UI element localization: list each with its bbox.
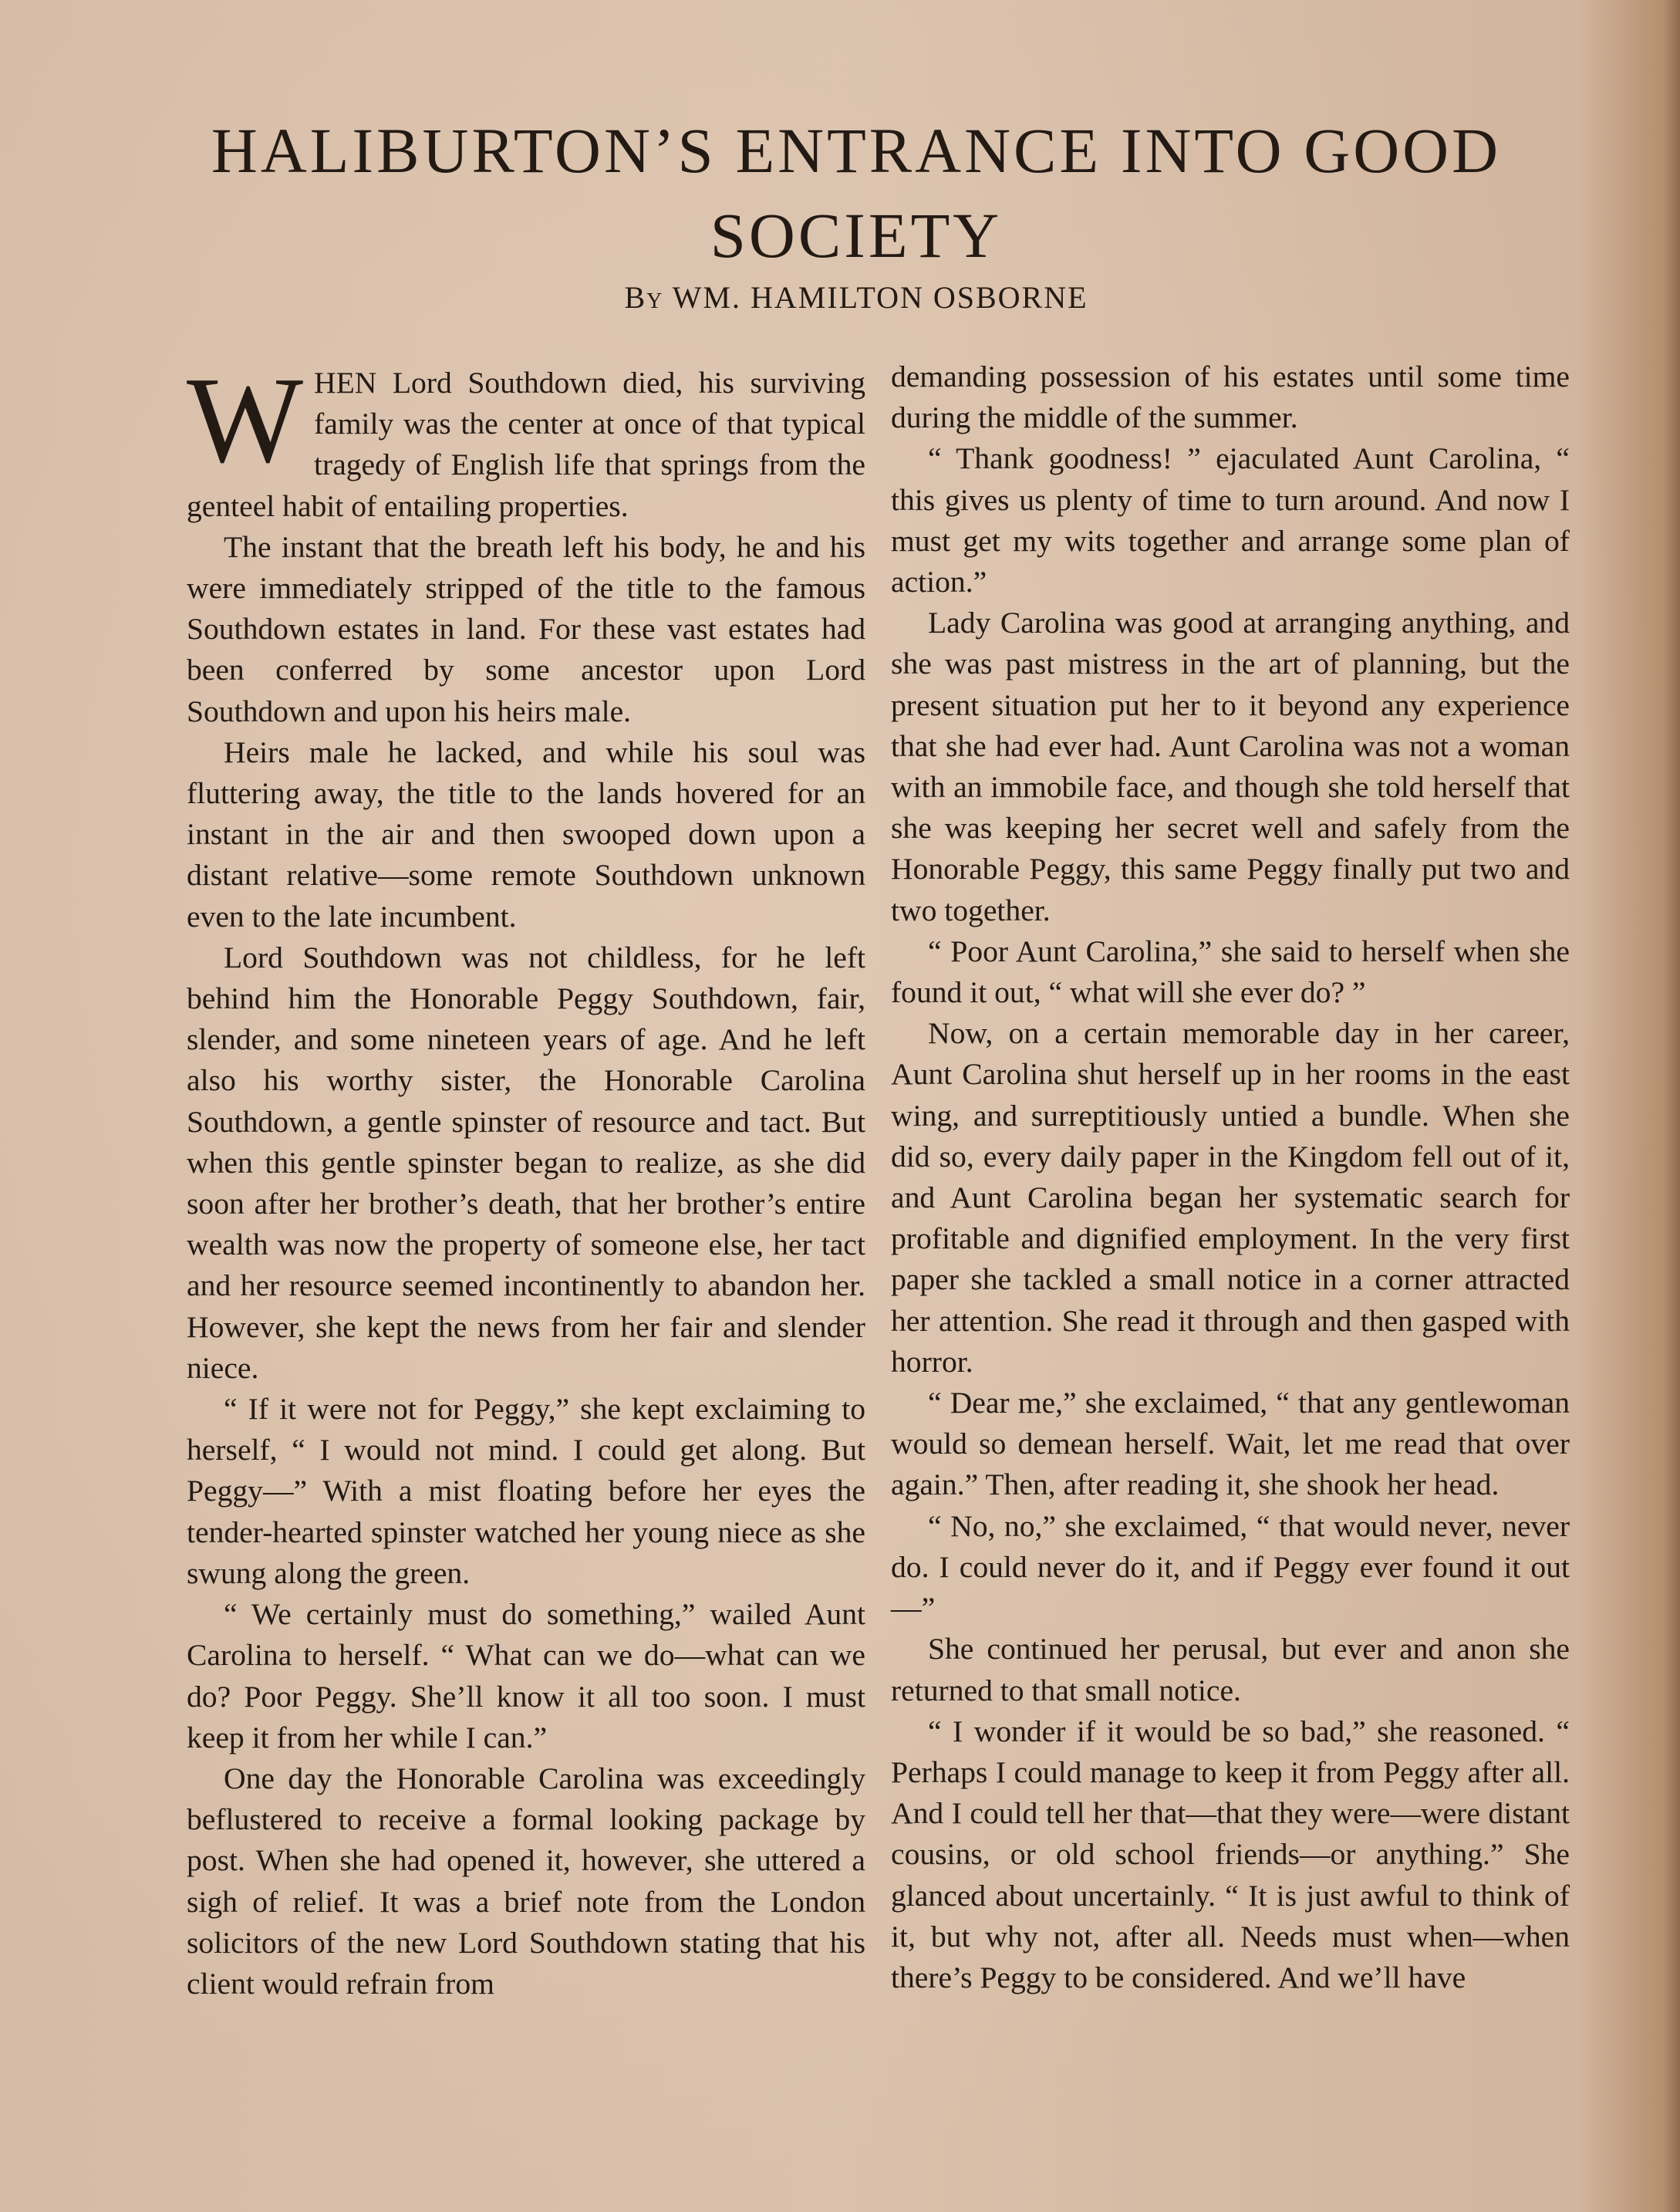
author-name: WM. HAMILTON OSBORNE bbox=[672, 280, 1088, 315]
paragraph: “ Dear me,” she exclaimed, “ that any gentlewoman would so demean herself. Wait, let me read that over again.” Then, after reading it, she shook her head. bbox=[891, 1386, 1570, 1502]
paragraph: “ No, no,” she exclaimed, “ that would never, never do. I could never do it, and if Peggy ever found it out—” bbox=[891, 1508, 1570, 1626]
drop-cap: W bbox=[187, 351, 304, 488]
byline-prefix: By bbox=[624, 280, 664, 315]
right-column bbox=[891, 356, 1570, 2162]
paragraph: The instant that the breath left his body, he and his were immediately stripped of the title to the famous Southdown estates in land. For these vast estates had been conferred by some ancestor upon Lord Southdown and upon his heirs male. bbox=[187, 529, 865, 728]
paragraph: “ I wonder if it would be so bad,” she reasoned. “ Perhaps I could manage to keep it from Peggy after all. And I could tell her that—that they were—were distant cousins, or old school friends—or anything.” She glanced about uncertainly. “ It is just awful to think of it, but why not, after all. Needs must when—when there’s Peggy to be considered. And we’ll have bbox=[891, 1714, 1570, 1994]
paragraph: “ We certainly must do something,” wailed Aunt Carolina to herself. “ What can we do—what can we do? Poor Peggy. She’ll know it all too soon. I must keep it from her while I can.” bbox=[187, 1597, 865, 1754]
paragraph: Now, on a certain memorable day in her career, Aunt Carolina shut herself up in her rooms in the east wing, and surreptitiously untied a bundle. When she did so, every daily paper in the Kingdom fell out of it, and Aunt Carolina began her systematic search for profitable and dignified employment. In the very first paper she tackled a small notice in a corner attracted her attention. She read it through and then gasped with horror. bbox=[891, 1016, 1570, 1379]
paragraph: One day the Honorable Carolina was exceedingly beflustered to receive a formal looking package by post. When she had opened it, however, she uttered a sigh of relief. It was a brief note from the London solicitors of the new Lord Southdown stating that his client would refrain from bbox=[187, 1761, 865, 2001]
article-title: HALIBURTON’S ENTRANCE INTO GOOD SOCIETY bbox=[211, 115, 1502, 271]
paragraph: Heirs male he lacked, and while his soul was fluttering away, the title to the lands hovered for an instant in the air and then swooped down upon a distant relative—some remote Southdown unknown even to the late incumbent. bbox=[187, 735, 865, 934]
left-column bbox=[187, 351, 865, 2168]
paragraph: She continued her perusal, but ever and anon she returned to that small notice. bbox=[891, 1632, 1570, 1707]
paragraph: Lady Carolina was good at arranging anything, and she was past mistress in the art of planning, but the present situation put her to it beyond any experience that she had ever had. Aunt Carolina was not a woman with an immobile face, and though she told herself that she was keeping her secret well and safely from the Honorable Peggy, this same Peggy finally put two and two together. bbox=[891, 606, 1570, 927]
paragraph: Lord Southdown was not childless, for he left behind him the Honorable Peggy Southdown, fair, slender, and some nineteen years of age. And he left also his worthy sister, the Honorable Carolina Southdown, a gentle spinster of resource and tact. But when this gentle spinster began to realize, as she did soon after her brother’s death, that her brother’s entire wealth was now the property of someone else, her tact and her resource seemed incontinently to abandon her. However, she kept the news from her fair and slender niece. bbox=[187, 940, 865, 1385]
paragraph: “ Thank goodness! ” ejaculated Aunt Carolina, “ this gives us plenty of time to turn around. And now I must get my wits together and arrange some plan of action.” bbox=[891, 441, 1570, 599]
paragraph: “ If it were not for Peggy,” she kept exclaiming to herself, “ I would not mind. I could get along. But Peggy—” With a mist floating before her eyes the tender-hearted spinster watched her young niece as she swung along the green. bbox=[187, 1392, 865, 1590]
paragraph-text: HEN Lord Southdown died, his surviving family was the center at once of that typical tragedy of English life that springs from the genteel habit of entailing properties. bbox=[187, 366, 865, 523]
paragraph-continuation: demanding possession of his estates until some time during the middle of the summer. bbox=[891, 360, 1570, 435]
paragraph bbox=[187, 351, 865, 527]
paragraph: “ Poor Aunt Carolina,” she said to herself when she found it out, “ what will she ever do? ” bbox=[891, 934, 1570, 1010]
byline bbox=[108, 279, 1604, 316]
